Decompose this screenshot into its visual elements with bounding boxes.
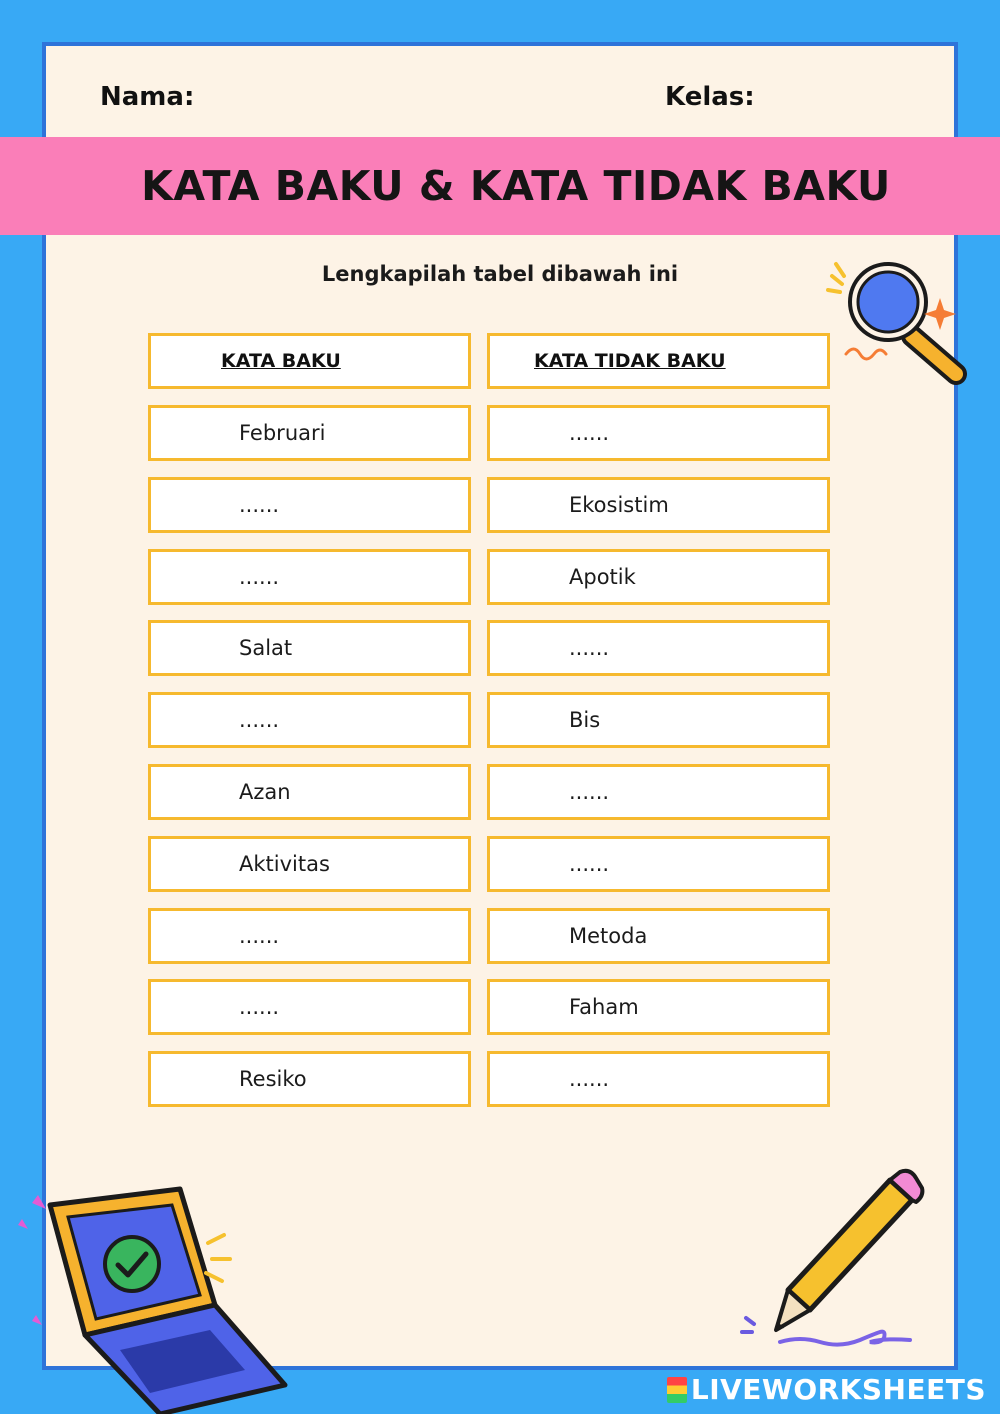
cell-text: ...... bbox=[239, 493, 280, 517]
title-banner bbox=[0, 137, 1000, 235]
cell-text: ...... bbox=[569, 1067, 610, 1091]
kata-tidak-baku-cell[interactable] bbox=[487, 764, 830, 820]
cell-text: Apotik bbox=[569, 565, 636, 589]
cell-text: Ekosistim bbox=[569, 493, 669, 517]
kata-baku-cell[interactable] bbox=[148, 979, 471, 1035]
kata-baku-cell bbox=[148, 764, 471, 820]
kata-baku-cell[interactable] bbox=[148, 477, 471, 533]
cell-text: ...... bbox=[569, 421, 610, 445]
cell-text: ...... bbox=[239, 708, 280, 732]
kata-tidak-baku-cell bbox=[487, 908, 830, 964]
kata-tidak-baku-cell[interactable] bbox=[487, 836, 830, 892]
pencil-icon bbox=[740, 1170, 930, 1360]
cell-text: ...... bbox=[569, 780, 610, 804]
column-header-label: KATA BAKU bbox=[221, 350, 341, 372]
kata-baku-cell[interactable] bbox=[148, 692, 471, 748]
kata-baku-cell[interactable] bbox=[148, 549, 471, 605]
kata-tidak-baku-cell[interactable] bbox=[487, 405, 830, 461]
cell-text: Salat bbox=[239, 636, 293, 660]
column-header-kata-tidak-baku bbox=[487, 333, 830, 389]
nama-label: Nama: bbox=[100, 82, 195, 112]
cell-text: Resiko bbox=[239, 1067, 307, 1091]
kata-baku-cell bbox=[148, 836, 471, 892]
cell-text: ...... bbox=[239, 565, 280, 589]
column-header-kata-baku bbox=[148, 333, 471, 389]
kata-tidak-baku-cell[interactable] bbox=[487, 620, 830, 676]
cell-text: ...... bbox=[569, 636, 610, 660]
kata-baku-cell bbox=[148, 620, 471, 676]
cell-text: Bis bbox=[569, 708, 601, 732]
page-title: KATA BAKU & KATA TIDAK BAKU bbox=[141, 162, 891, 210]
kata-tidak-baku-cell bbox=[487, 692, 830, 748]
laptop-icon bbox=[10, 1185, 300, 1414]
cell-text: ...... bbox=[239, 924, 280, 948]
kata-tidak-baku-cell bbox=[487, 979, 830, 1035]
cell-text: Faham bbox=[569, 995, 639, 1019]
magnifier-icon bbox=[820, 258, 980, 388]
kata-tidak-baku-cell bbox=[487, 477, 830, 533]
check-icon bbox=[100, 1232, 164, 1296]
kata-baku-cell bbox=[148, 1051, 471, 1107]
cell-text: ...... bbox=[569, 852, 610, 876]
kata-baku-cell[interactable] bbox=[148, 908, 471, 964]
cell-text: Februari bbox=[239, 421, 326, 445]
cell-text: Aktivitas bbox=[239, 852, 330, 876]
kelas-label: Kelas: bbox=[665, 82, 755, 112]
kata-tidak-baku-cell bbox=[487, 549, 830, 605]
kata-baku-cell bbox=[148, 405, 471, 461]
liveworksheets-brand[interactable] bbox=[667, 1373, 986, 1406]
liveworksheets-logo-icon bbox=[667, 1377, 687, 1403]
cell-text: ...... bbox=[239, 995, 280, 1019]
column-header-label: KATA TIDAK BAKU bbox=[534, 350, 726, 372]
instruction-text: Lengkapilah tabel dibawah ini bbox=[321, 262, 679, 286]
cell-text: Azan bbox=[239, 780, 291, 804]
cell-text: Metoda bbox=[569, 924, 648, 948]
brand-text: LIVEWORKSHEETS bbox=[690, 1373, 986, 1406]
kata-tidak-baku-cell[interactable] bbox=[487, 1051, 830, 1107]
